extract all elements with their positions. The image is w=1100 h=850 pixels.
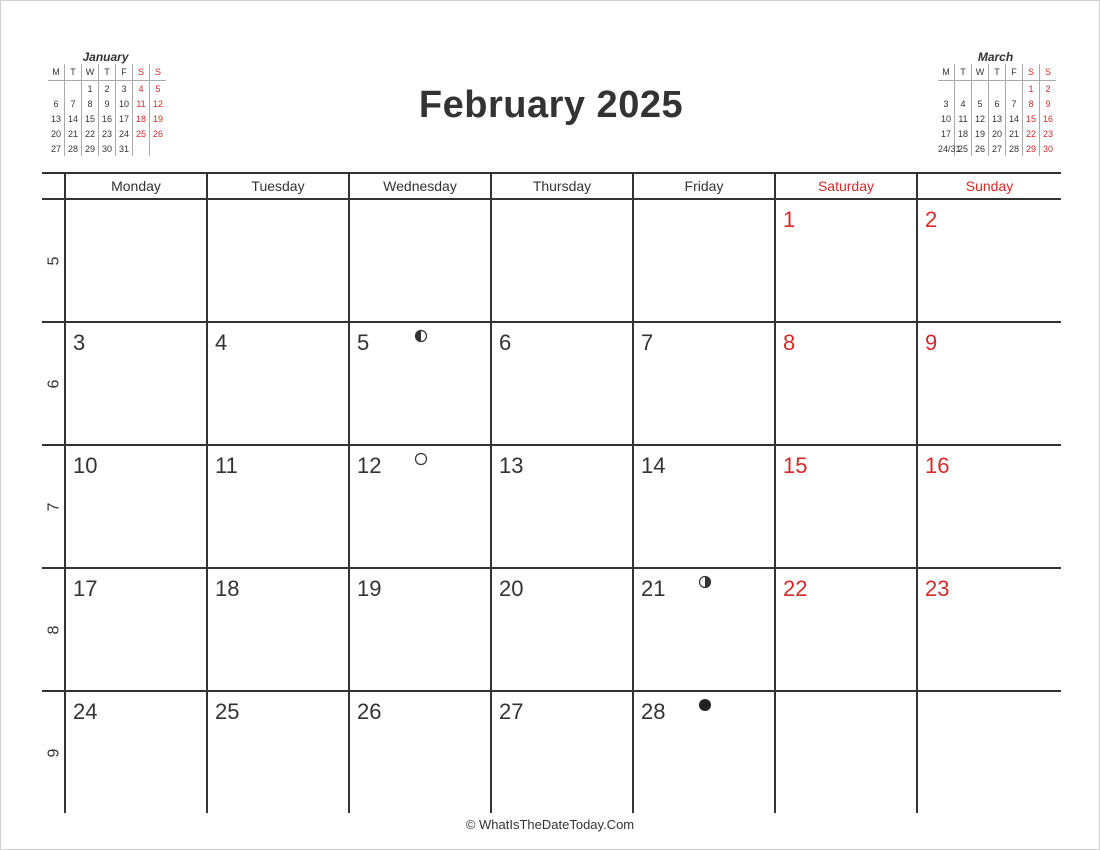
mini-day: 20 bbox=[50, 128, 61, 139]
mini-day: 15 bbox=[1023, 111, 1040, 126]
mini-calendar-header-row bbox=[48, 64, 166, 81]
calendar-week-row bbox=[42, 568, 1061, 691]
day-number: 12 bbox=[357, 453, 382, 478]
day-number: 8 bbox=[783, 330, 796, 355]
day-number: 6 bbox=[499, 330, 512, 355]
calendar-week-row bbox=[42, 691, 1061, 813]
mini-day: 4 bbox=[133, 81, 150, 97]
day-number: 19 bbox=[357, 576, 382, 601]
mini-day bbox=[1006, 81, 1023, 97]
week-number-cell bbox=[42, 568, 65, 691]
day-cell bbox=[775, 445, 917, 568]
mini-day: 27 bbox=[50, 143, 61, 154]
day-number: 7 bbox=[641, 330, 654, 355]
day-cell bbox=[207, 199, 349, 322]
mini-calendar-week-row bbox=[938, 141, 1056, 156]
day-number: 25 bbox=[215, 699, 240, 724]
mini-day: 27 bbox=[989, 141, 1006, 156]
weekday-header-thursday: Thursday bbox=[491, 173, 633, 199]
day-cell bbox=[207, 691, 349, 813]
first-quarter-icon bbox=[414, 329, 428, 343]
mini-weekday-header: F bbox=[116, 64, 133, 81]
mini-day bbox=[65, 81, 82, 97]
day-number: 13 bbox=[499, 453, 524, 478]
week-number-header bbox=[42, 173, 65, 199]
week-number: 6 bbox=[45, 379, 62, 388]
day-cell bbox=[65, 322, 207, 445]
mini-weekday-header: S bbox=[1040, 64, 1057, 81]
week-number: 7 bbox=[45, 502, 62, 511]
mini-calendar-week-row bbox=[48, 111, 166, 126]
day-cell bbox=[65, 691, 207, 813]
weekday-header-wednesday: Wednesday bbox=[349, 173, 491, 199]
day-number: 20 bbox=[499, 576, 524, 601]
mini-calendar-week-row bbox=[48, 126, 166, 141]
day-number: 1 bbox=[783, 207, 796, 232]
mini-day: 14 bbox=[1006, 111, 1023, 126]
mini-day: 11 bbox=[955, 111, 972, 126]
mini-day: 26 bbox=[150, 126, 167, 141]
day-cell bbox=[633, 568, 775, 691]
mini-day: 13 bbox=[989, 111, 1006, 126]
mini-weekday-header: T bbox=[99, 64, 116, 81]
day-number: 5 bbox=[357, 330, 370, 355]
day-cell bbox=[633, 445, 775, 568]
day-cell bbox=[633, 199, 775, 322]
mini-day: 5 bbox=[972, 96, 989, 111]
mini-day: 23 bbox=[1040, 126, 1057, 141]
day-cell bbox=[65, 445, 207, 568]
mini-day: 28 bbox=[1006, 141, 1023, 156]
mini-calendar-january bbox=[48, 50, 163, 156]
day-cell bbox=[491, 691, 633, 813]
mini-day: 16 bbox=[1040, 111, 1057, 126]
calendar-week-row bbox=[42, 322, 1061, 445]
weekday-header-friday: Friday bbox=[633, 173, 775, 199]
mini-day: 22 bbox=[82, 126, 99, 141]
day-cell bbox=[491, 568, 633, 691]
day-number: 3 bbox=[73, 330, 86, 355]
mini-weekday-header: W bbox=[82, 64, 99, 81]
day-number: 15 bbox=[783, 453, 808, 478]
mini-weekday-header: S bbox=[1023, 64, 1040, 81]
day-cell bbox=[349, 322, 491, 445]
mini-day: 21 bbox=[1006, 126, 1023, 141]
week-number: 8 bbox=[45, 625, 62, 634]
day-cell bbox=[491, 199, 633, 322]
mini-calendar-week-row bbox=[48, 96, 166, 111]
day-number: 28 bbox=[641, 699, 666, 724]
week-number-cell bbox=[42, 199, 65, 322]
day-cell bbox=[775, 199, 917, 322]
mini-day: 12 bbox=[150, 96, 167, 111]
day-cell bbox=[65, 568, 207, 691]
day-number: 23 bbox=[925, 576, 950, 601]
day-number: 27 bbox=[499, 699, 524, 724]
day-cell bbox=[633, 691, 775, 813]
day-number: 18 bbox=[215, 576, 240, 601]
mini-day: 20 bbox=[989, 126, 1006, 141]
mini-day bbox=[972, 81, 989, 97]
mini-day: 9 bbox=[99, 96, 116, 111]
week-number: 5 bbox=[45, 256, 62, 265]
day-number: 11 bbox=[215, 453, 238, 478]
day-cell bbox=[349, 568, 491, 691]
day-cell bbox=[917, 691, 1061, 813]
mini-day: 14 bbox=[65, 111, 82, 126]
mini-day: 29 bbox=[1023, 141, 1040, 156]
mini-day: 8 bbox=[1023, 96, 1040, 111]
mini-calendar-week-row bbox=[938, 96, 1056, 111]
mini-day: 26 bbox=[972, 141, 989, 156]
mini-day: 23 bbox=[99, 126, 116, 141]
day-cell bbox=[917, 199, 1061, 322]
day-cell bbox=[917, 445, 1061, 568]
mini-calendar-week-row bbox=[48, 141, 166, 156]
day-number: 17 bbox=[73, 576, 98, 601]
copyright-footer: © WhatIsTheDateToday.Com bbox=[465, 817, 635, 832]
mini-day bbox=[989, 81, 1006, 97]
mini-calendar-week-row bbox=[938, 81, 1056, 97]
weekday-header-saturday: Saturday bbox=[775, 173, 917, 199]
mini-day: 16 bbox=[99, 111, 116, 126]
mini-day bbox=[938, 81, 955, 97]
day-cell bbox=[917, 568, 1061, 691]
mini-day: 21 bbox=[65, 126, 82, 141]
mini-day: 15 bbox=[82, 111, 99, 126]
mini-day: 17 bbox=[116, 111, 133, 126]
mini-weekday-header: F bbox=[1006, 64, 1023, 81]
mini-day: 12 bbox=[972, 111, 989, 126]
day-number: 24 bbox=[73, 699, 98, 724]
mini-day: 18 bbox=[133, 111, 150, 126]
mini-day: 1 bbox=[1023, 81, 1040, 97]
calendar-week-row bbox=[42, 199, 1061, 322]
mini-day: 13 bbox=[50, 113, 61, 124]
day-cell bbox=[349, 691, 491, 813]
mini-weekday-header: T bbox=[65, 64, 82, 81]
day-cell bbox=[207, 445, 349, 568]
mini-day: 1 bbox=[82, 81, 99, 97]
calendar-week-row bbox=[42, 445, 1061, 568]
mini-day: 3 bbox=[943, 98, 949, 109]
week-number: 9 bbox=[45, 748, 62, 757]
mini-day: 2 bbox=[1040, 81, 1057, 97]
mini-day: 25 bbox=[955, 141, 972, 156]
mini-calendar-header-row bbox=[938, 64, 1056, 81]
mini-calendar-march bbox=[938, 50, 1053, 156]
day-number: 4 bbox=[215, 330, 228, 355]
mini-day: 18 bbox=[955, 126, 972, 141]
mini-day: 2 bbox=[99, 81, 116, 97]
week-number-cell bbox=[42, 691, 65, 813]
weekday-header-tuesday: Tuesday bbox=[207, 173, 349, 199]
day-cell bbox=[491, 322, 633, 445]
mini-day: 7 bbox=[65, 96, 82, 111]
mini-day: 10 bbox=[116, 96, 133, 111]
mini-day: 11 bbox=[133, 96, 150, 111]
mini-calendar-month-name: March bbox=[977, 50, 1014, 64]
day-cell bbox=[775, 691, 917, 813]
mini-day: 28 bbox=[65, 141, 82, 156]
month-grid bbox=[42, 172, 1061, 813]
mini-day: 9 bbox=[1040, 96, 1057, 111]
mini-weekday-header: S bbox=[133, 64, 150, 81]
mini-day: 3 bbox=[116, 81, 133, 97]
mini-calendar-month-name: January bbox=[82, 50, 129, 64]
mini-day: 7 bbox=[1006, 96, 1023, 111]
day-cell bbox=[207, 568, 349, 691]
mini-calendar-table bbox=[938, 64, 1056, 156]
weekday-header-monday: Monday bbox=[65, 173, 207, 199]
mini-day: 22 bbox=[1023, 126, 1040, 141]
mini-weekday-header: T bbox=[955, 64, 972, 81]
day-number: 22 bbox=[783, 576, 808, 601]
day-cell bbox=[349, 445, 491, 568]
mini-calendar-week-row bbox=[938, 111, 1056, 126]
mini-day: 19 bbox=[150, 111, 167, 126]
day-cell bbox=[207, 322, 349, 445]
mini-day bbox=[133, 141, 150, 156]
mini-weekday-header: S bbox=[150, 64, 167, 81]
mini-weekday-header: M bbox=[938, 64, 955, 81]
mini-day: 5 bbox=[150, 81, 167, 97]
last-quarter-icon bbox=[698, 575, 712, 589]
mini-day: 30 bbox=[1040, 141, 1057, 156]
weekday-header-sunday: Sunday bbox=[917, 173, 1061, 199]
day-number: 16 bbox=[925, 453, 950, 478]
mini-day: 25 bbox=[133, 126, 150, 141]
day-cell bbox=[349, 199, 491, 322]
mini-weekday-header: T bbox=[989, 64, 1006, 81]
mini-day: 4 bbox=[955, 96, 972, 111]
day-cell bbox=[775, 322, 917, 445]
day-cell bbox=[917, 322, 1061, 445]
mini-day: 24/31 bbox=[938, 143, 961, 154]
mini-weekday-header: M bbox=[48, 64, 65, 81]
day-cell bbox=[491, 445, 633, 568]
week-number-cell bbox=[42, 322, 65, 445]
mini-day: 6 bbox=[53, 98, 59, 109]
day-cell bbox=[775, 568, 917, 691]
mini-day bbox=[150, 141, 167, 156]
mini-day: 6 bbox=[989, 96, 1006, 111]
day-number: 10 bbox=[73, 453, 98, 478]
week-number-cell bbox=[42, 445, 65, 568]
mini-day: 31 bbox=[116, 141, 133, 156]
day-number: 9 bbox=[925, 330, 938, 355]
day-number: 21 bbox=[641, 576, 666, 601]
day-number: 14 bbox=[641, 453, 666, 478]
mini-day: 24 bbox=[116, 126, 133, 141]
mini-day: 29 bbox=[82, 141, 99, 156]
new-moon-icon bbox=[698, 698, 712, 712]
mini-day bbox=[955, 81, 972, 97]
day-number: 2 bbox=[925, 207, 938, 232]
day-cell bbox=[65, 199, 207, 322]
mini-weekday-header: W bbox=[972, 64, 989, 81]
mini-day: 10 bbox=[940, 113, 951, 124]
mini-day: 17 bbox=[940, 128, 951, 139]
mini-day bbox=[48, 81, 65, 97]
full-moon-icon bbox=[414, 452, 428, 466]
mini-day: 19 bbox=[972, 126, 989, 141]
mini-day: 8 bbox=[82, 96, 99, 111]
day-number: 26 bbox=[357, 699, 382, 724]
day-cell bbox=[633, 322, 775, 445]
mini-calendar-week-row bbox=[48, 81, 166, 97]
mini-calendar-week-row bbox=[938, 126, 1056, 141]
mini-day: 30 bbox=[99, 141, 116, 156]
page-title: February 2025 bbox=[418, 84, 684, 126]
mini-calendar-table bbox=[48, 64, 166, 156]
